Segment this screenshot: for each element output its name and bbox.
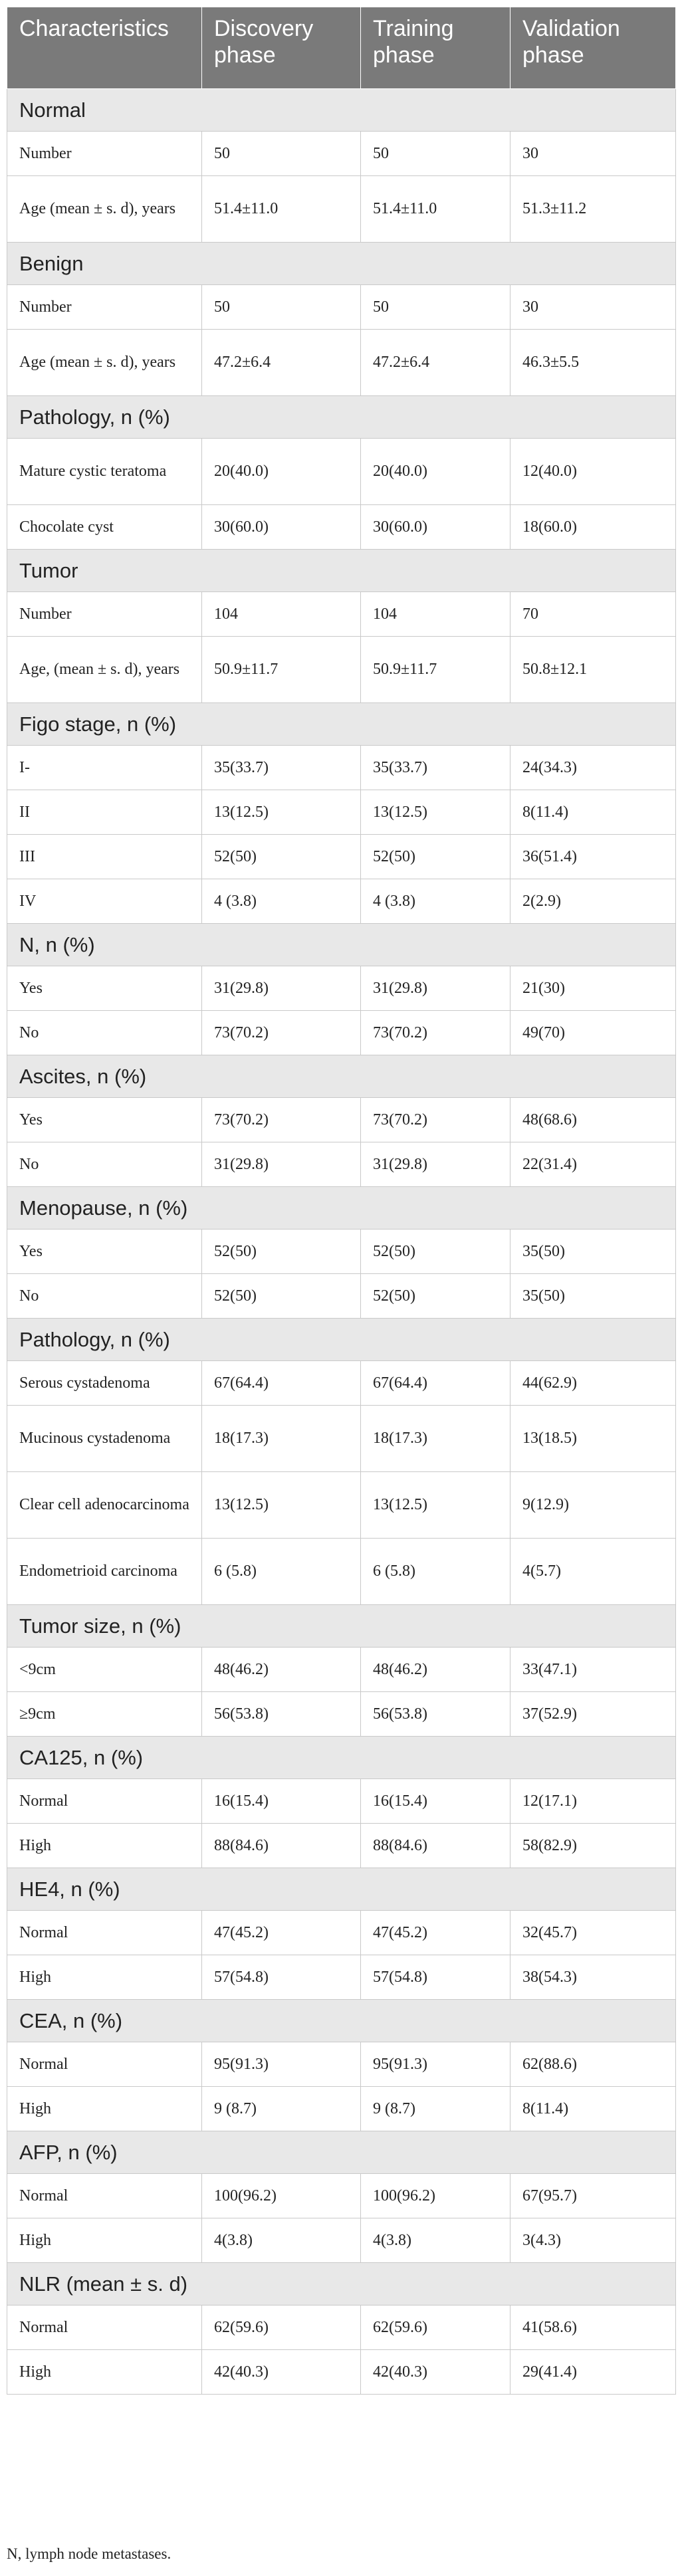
table-row (7, 2174, 676, 2218)
section-title: CEA, n (%) (7, 2000, 676, 2042)
section-title: Pathology, n (%) (7, 1319, 676, 1361)
footnote: N, lymph node metastases. (7, 2545, 171, 2562)
section-header-row (7, 703, 676, 746)
validation-value: 41(58.6) (511, 2306, 676, 2350)
discovery-value: 47.2±6.4 (202, 330, 361, 396)
section-header-row (7, 2263, 676, 2306)
section-header-row (7, 1737, 676, 1779)
validation-value: 12(40.0) (511, 439, 676, 505)
table-row (7, 132, 676, 176)
training-value: 4 (3.8) (361, 879, 511, 924)
section-header-row (7, 2000, 676, 2042)
training-value: 16(15.4) (361, 1779, 511, 1824)
validation-value: 18(60.0) (511, 505, 676, 550)
training-value: 104 (361, 592, 511, 637)
discovery-value: 4(3.8) (202, 2218, 361, 2263)
validation-value: 44(62.9) (511, 1361, 676, 1406)
row-label: Clear cell adenocarcinoma (7, 1472, 202, 1539)
discovery-value: 13(12.5) (202, 1472, 361, 1539)
section-title: Pathology, n (%) (7, 396, 676, 439)
validation-value: 30 (511, 132, 676, 176)
table-row (7, 637, 676, 703)
row-label: High (7, 2350, 202, 2395)
discovery-value: 6 (5.8) (202, 1539, 361, 1605)
section-title: Ascites, n (%) (7, 1055, 676, 1098)
table-row (7, 1142, 676, 1187)
table-row (7, 1472, 676, 1539)
discovery-value: 73(70.2) (202, 1011, 361, 1055)
row-label: No (7, 1274, 202, 1319)
validation-value: 46.3±5.5 (511, 330, 676, 396)
section-header-row (7, 1319, 676, 1361)
header-characteristics: Characteristics (7, 7, 202, 89)
row-label: Age (mean ± s. d), years (7, 176, 202, 243)
training-value: 73(70.2) (361, 1098, 511, 1142)
section-title: NLR (mean ± s. d) (7, 2263, 676, 2306)
section-title: Tumor (7, 550, 676, 592)
row-label: Age, (mean ± s. d), years (7, 637, 202, 703)
discovery-value: 56(53.8) (202, 1692, 361, 1737)
validation-value: 35(50) (511, 1274, 676, 1319)
discovery-value: 51.4±11.0 (202, 176, 361, 243)
discovery-value: 20(40.0) (202, 439, 361, 505)
row-label: High (7, 1955, 202, 2000)
training-value: 13(12.5) (361, 790, 511, 835)
discovery-value: 104 (202, 592, 361, 637)
validation-value: 67(95.7) (511, 2174, 676, 2218)
discovery-value: 50.9±11.7 (202, 637, 361, 703)
table-row (7, 1406, 676, 1472)
training-value: 51.4±11.0 (361, 176, 511, 243)
row-label: Age (mean ± s. d), years (7, 330, 202, 396)
training-value: 31(29.8) (361, 1142, 511, 1187)
training-value: 56(53.8) (361, 1692, 511, 1737)
header-validation-phase: Validation phase (511, 7, 676, 89)
section-title: Menopause, n (%) (7, 1187, 676, 1230)
section-header-row (7, 550, 676, 592)
header-discovery-phase: Discovery phase (202, 7, 361, 89)
training-value: 4(3.8) (361, 2218, 511, 2263)
validation-value: 4(5.7) (511, 1539, 676, 1605)
training-value: 52(50) (361, 1274, 511, 1319)
validation-value: 8(11.4) (511, 2087, 676, 2131)
training-value: 50.9±11.7 (361, 637, 511, 703)
discovery-value: 52(50) (202, 835, 361, 879)
training-value: 50 (361, 132, 511, 176)
discovery-value: 16(15.4) (202, 1779, 361, 1824)
discovery-value: 35(33.7) (202, 746, 361, 790)
row-label: Serous cystadenoma (7, 1361, 202, 1406)
training-value: 100(96.2) (361, 2174, 511, 2218)
validation-value: 58(82.9) (511, 1824, 676, 1868)
validation-value: 12(17.1) (511, 1779, 676, 1824)
training-value: 30(60.0) (361, 505, 511, 550)
table-row (7, 2306, 676, 2350)
table-row (7, 1011, 676, 1055)
training-value: 73(70.2) (361, 1011, 511, 1055)
characteristics-table (7, 7, 676, 2395)
row-label: Mucinous cystadenoma (7, 1406, 202, 1472)
training-value: 95(91.3) (361, 2042, 511, 2087)
section-header-row (7, 396, 676, 439)
table-row (7, 176, 676, 243)
discovery-value: 100(96.2) (202, 2174, 361, 2218)
section-title: CA125, n (%) (7, 1737, 676, 1779)
table-row (7, 1274, 676, 1319)
table-row (7, 1955, 676, 2000)
row-label: Yes (7, 1098, 202, 1142)
table-row (7, 835, 676, 879)
training-value: 35(33.7) (361, 746, 511, 790)
row-label: II (7, 790, 202, 835)
row-label: Normal (7, 1779, 202, 1824)
table-row (7, 879, 676, 924)
table-row (7, 1230, 676, 1274)
discovery-value: 50 (202, 285, 361, 330)
training-value: 18(17.3) (361, 1406, 511, 1472)
validation-value: 37(52.9) (511, 1692, 676, 1737)
validation-value: 30 (511, 285, 676, 330)
section-header-row (7, 924, 676, 966)
table-row (7, 2350, 676, 2395)
table-row (7, 790, 676, 835)
section-title: HE4, n (%) (7, 1868, 676, 1911)
table-row (7, 1779, 676, 1824)
discovery-value: 4 (3.8) (202, 879, 361, 924)
section-header-row (7, 1187, 676, 1230)
validation-value: 48(68.6) (511, 1098, 676, 1142)
discovery-value: 50 (202, 132, 361, 176)
validation-value: 36(51.4) (511, 835, 676, 879)
training-value: 13(12.5) (361, 1472, 511, 1539)
validation-value: 13(18.5) (511, 1406, 676, 1472)
training-value: 52(50) (361, 835, 511, 879)
row-label: No (7, 1011, 202, 1055)
discovery-value: 52(50) (202, 1230, 361, 1274)
validation-value: 24(34.3) (511, 746, 676, 790)
row-label: Endometrioid carcinoma (7, 1539, 202, 1605)
validation-value: 49(70) (511, 1011, 676, 1055)
table-row (7, 2087, 676, 2131)
table-row (7, 1098, 676, 1142)
discovery-value: 67(64.4) (202, 1361, 361, 1406)
section-header-row (7, 1055, 676, 1098)
table-row (7, 505, 676, 550)
table-row (7, 966, 676, 1011)
section-title: AFP, n (%) (7, 2131, 676, 2174)
discovery-value: 52(50) (202, 1274, 361, 1319)
table-row (7, 746, 676, 790)
row-label: Chocolate cyst (7, 505, 202, 550)
row-label: Number (7, 132, 202, 176)
training-value: 52(50) (361, 1230, 511, 1274)
validation-value: 32(45.7) (511, 1911, 676, 1955)
table-row (7, 1911, 676, 1955)
training-value: 47.2±6.4 (361, 330, 511, 396)
table-row (7, 1824, 676, 1868)
row-label: ≥9cm (7, 1692, 202, 1737)
table-row (7, 2042, 676, 2087)
row-label: Normal (7, 1911, 202, 1955)
training-value: 50 (361, 285, 511, 330)
row-label: High (7, 2087, 202, 2131)
validation-value: 22(31.4) (511, 1142, 676, 1187)
discovery-value: 9 (8.7) (202, 2087, 361, 2131)
validation-value: 62(88.6) (511, 2042, 676, 2087)
training-value: 31(29.8) (361, 966, 511, 1011)
validation-value: 33(47.1) (511, 1648, 676, 1692)
table-row (7, 439, 676, 505)
table-row (7, 285, 676, 330)
table-row (7, 1539, 676, 1605)
training-value: 88(84.6) (361, 1824, 511, 1868)
table-row (7, 1692, 676, 1737)
row-label: Yes (7, 1230, 202, 1274)
discovery-value: 88(84.6) (202, 1824, 361, 1868)
validation-value: 2(2.9) (511, 879, 676, 924)
validation-value: 29(41.4) (511, 2350, 676, 2395)
discovery-value: 31(29.8) (202, 966, 361, 1011)
validation-value: 9(12.9) (511, 1472, 676, 1539)
row-label: I- (7, 746, 202, 790)
training-value: 6 (5.8) (361, 1539, 511, 1605)
training-value: 62(59.6) (361, 2306, 511, 2350)
row-label: Normal (7, 2042, 202, 2087)
section-header-row (7, 2131, 676, 2174)
discovery-value: 57(54.8) (202, 1955, 361, 2000)
discovery-value: 95(91.3) (202, 2042, 361, 2087)
row-label: <9cm (7, 1648, 202, 1692)
discovery-value: 48(46.2) (202, 1648, 361, 1692)
table-row (7, 330, 676, 396)
section-header-row (7, 1605, 676, 1648)
row-label: No (7, 1142, 202, 1187)
training-value: 20(40.0) (361, 439, 511, 505)
section-header-row (7, 1868, 676, 1911)
discovery-value: 18(17.3) (202, 1406, 361, 1472)
table-row (7, 592, 676, 637)
row-label: IV (7, 879, 202, 924)
discovery-value: 30(60.0) (202, 505, 361, 550)
row-label: High (7, 2218, 202, 2263)
section-title: Figo stage, n (%) (7, 703, 676, 746)
header-row (7, 7, 676, 89)
discovery-value: 73(70.2) (202, 1098, 361, 1142)
validation-value: 50.8±12.1 (511, 637, 676, 703)
section-header-row (7, 89, 676, 132)
section-header-row (7, 243, 676, 285)
training-value: 48(46.2) (361, 1648, 511, 1692)
table-row (7, 2218, 676, 2263)
row-label: Normal (7, 2306, 202, 2350)
table-row (7, 1648, 676, 1692)
section-title: Normal (7, 89, 676, 132)
discovery-value: 47(45.2) (202, 1911, 361, 1955)
row-label: Mature cystic teratoma (7, 439, 202, 505)
validation-value: 21(30) (511, 966, 676, 1011)
row-label: III (7, 835, 202, 879)
discovery-value: 42(40.3) (202, 2350, 361, 2395)
training-value: 47(45.2) (361, 1911, 511, 1955)
section-title: N, n (%) (7, 924, 676, 966)
training-value: 67(64.4) (361, 1361, 511, 1406)
validation-value: 51.3±11.2 (511, 176, 676, 243)
header-training-phase: Training phase (361, 7, 511, 89)
training-value: 42(40.3) (361, 2350, 511, 2395)
training-value: 57(54.8) (361, 1955, 511, 2000)
row-label: Number (7, 592, 202, 637)
validation-value: 70 (511, 592, 676, 637)
discovery-value: 13(12.5) (202, 790, 361, 835)
validation-value: 38(54.3) (511, 1955, 676, 2000)
section-title: Benign (7, 243, 676, 285)
section-title: Tumor size, n (%) (7, 1605, 676, 1648)
table-row (7, 1361, 676, 1406)
training-value: 9 (8.7) (361, 2087, 511, 2131)
discovery-value: 62(59.6) (202, 2306, 361, 2350)
row-label: Normal (7, 2174, 202, 2218)
validation-value: 35(50) (511, 1230, 676, 1274)
row-label: High (7, 1824, 202, 1868)
validation-value: 3(4.3) (511, 2218, 676, 2263)
discovery-value: 31(29.8) (202, 1142, 361, 1187)
validation-value: 8(11.4) (511, 790, 676, 835)
row-label: Number (7, 285, 202, 330)
table-body (7, 89, 676, 2395)
row-label: Yes (7, 966, 202, 1011)
